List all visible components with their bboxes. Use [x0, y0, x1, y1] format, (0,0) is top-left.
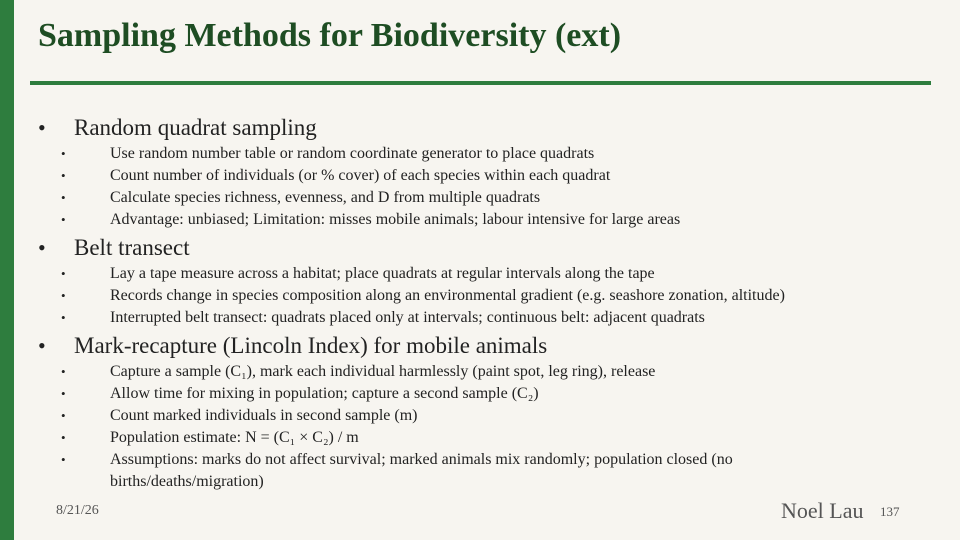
bullet-icon: •	[61, 452, 66, 467]
bullet-icon: •	[61, 168, 66, 183]
section-heading-text: Mark-recapture (Lincoln Index) for mobile animals	[74, 333, 548, 358]
slide-date: 8/21/26	[56, 503, 99, 518]
accent-bar	[0, 0, 14, 540]
bullet-icon: •	[38, 333, 46, 358]
section-heading	[38, 113, 918, 142]
slide-number: 137	[880, 504, 900, 519]
bullet-icon: •	[38, 235, 46, 260]
bullet-icon: •	[61, 310, 66, 325]
slide-content	[38, 113, 918, 495]
list-item: • Count number of individuals (or % cover) of each species within each quadrat	[38, 165, 918, 187]
bullet-icon: •	[61, 408, 66, 423]
bullet-icon: •	[61, 146, 66, 161]
list-item: • Records change in species composition along an environmental gradient (e.g. seashore zonation, altitude)	[38, 285, 918, 307]
bullet-icon: •	[61, 430, 66, 445]
section-heading-text: Random quadrat sampling	[74, 115, 317, 140]
bullet-icon: •	[61, 190, 66, 205]
list-item: • Advantage: unbiased; Limitation: misses mobile animals; labour intensive for large areas	[38, 209, 918, 231]
bullet-icon: •	[38, 115, 46, 140]
section-heading	[38, 331, 918, 360]
list-item: • Assumptions: marks do not affect survival; marked animals mix randomly; population closed (no births/deaths/migration)	[61, 451, 733, 490]
slide-title: Sampling Methods for Biodiversity (ext)	[38, 17, 622, 54]
bullet-icon: •	[61, 212, 66, 227]
bullet-icon: •	[61, 364, 66, 379]
slide-author: Noel Lau	[781, 498, 864, 523]
section-points	[38, 143, 918, 231]
title-divider	[30, 81, 931, 85]
bullet-icon: •	[61, 266, 66, 281]
list-item: • Population estimate: N = (C₁ × C₂) / m	[38, 427, 918, 449]
section-heading	[38, 233, 918, 262]
list-item: • Count marked individuals in second sample (m)	[38, 405, 918, 427]
bullet-icon: •	[61, 288, 66, 303]
list-item: • Allow time for mixing in population; capture a second sample (C₂)	[38, 383, 918, 405]
section-heading-text: Belt transect	[74, 235, 190, 260]
list-item: • Lay a tape measure across a habitat; place quadrats at regular intervals along the tape	[38, 263, 918, 285]
list-item: • Use random number table or random coordinate generator to place quadrats	[38, 143, 918, 165]
section-points	[38, 361, 918, 493]
section-points	[38, 263, 918, 329]
list-item: • Calculate species richness, evenness, and D from multiple quadrats	[38, 187, 918, 209]
list-item: • Capture a sample (C₁), mark each individual harmlessly (paint spot, leg ring), release	[38, 361, 918, 383]
list-item: • Interrupted belt transect: quadrats placed only at intervals; continuous belt: adjacent quadrats	[38, 307, 918, 329]
bullet-icon: •	[61, 386, 66, 401]
